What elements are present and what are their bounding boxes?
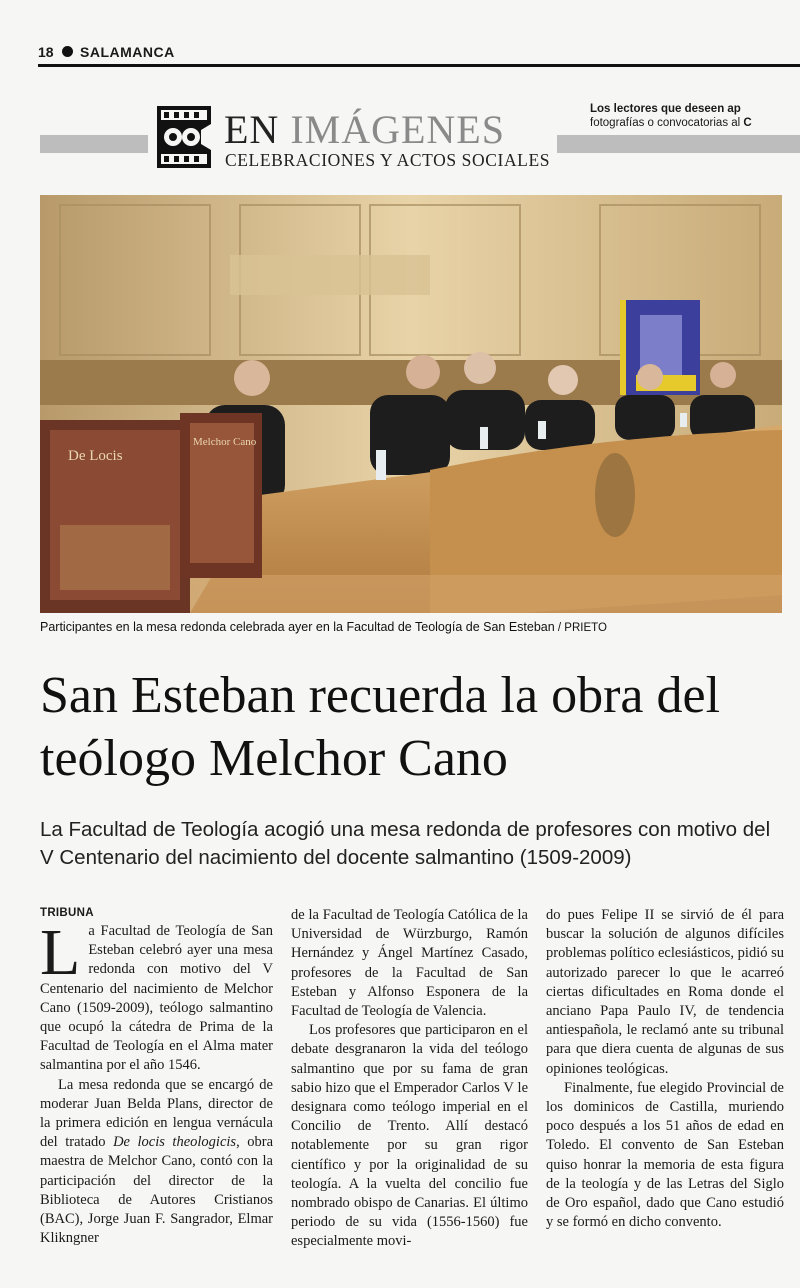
svg-text:Melchor Cano: Melchor Cano — [193, 436, 257, 448]
photo-caption — [40, 620, 607, 634]
notice-line-2-bold: C — [743, 117, 752, 129]
bullet-dot — [62, 46, 73, 57]
article-headline: San Esteban recuerda la obra del teólogo Melchor Cano — [40, 667, 721, 787]
event-photo — [40, 195, 782, 613]
banner-title-en: EN — [224, 107, 291, 152]
banner-bar-left — [40, 135, 148, 153]
article-column-3 — [546, 906, 784, 1232]
paragraph-5: do pues Felipe II se sirvió de él para buscar la solución de algunos difíciles problemas político eclesiásticos, pidió su autorizado parecer lo que le acarreó ciertas dificultades en Roma donde el anciano Papa Paulo IV, de tendencia antiespañola, le reclamó ante su tribunal para que diera cuenta de algunas de sus opiniones teológicas. — [546, 907, 784, 1077]
paragraph-2-text-a: La mesa redonda que se encargó de moderar Juan Belda Plans, director de la primera edición en lengua vernácula del tratado — [40, 1076, 273, 1151]
photo-credit: / PRIETO — [554, 622, 607, 634]
banner-bar-right — [557, 135, 800, 153]
book-title: De Locis — [68, 448, 123, 464]
paragraph-3: de la Facultad de Teología Católica de la Universidad de Würzburgo, Ramón Hernández y Ángel Martínez Casado, profesores de la Facultad de San Esteban y Alfonso Esponera de la Facultad de Teología de Valencia. — [291, 907, 528, 1020]
notice-line-2: fotografías o convocatorias al — [590, 117, 744, 129]
article-column-1 — [40, 906, 273, 1248]
drop-cap: L — [40, 916, 81, 989]
article-deck: La Facultad de Teología acogió una mesa redonda de profesores con motivo del V Centenario del nacimiento del docente salmantino (1509-2009) — [40, 818, 771, 869]
film-reel-camera-icon — [155, 104, 213, 170]
paragraph-1 — [40, 916, 273, 1076]
reader-notice — [590, 102, 800, 130]
banner-title-imagenes: IMÁGENES — [290, 107, 505, 152]
page-number: 18 — [38, 44, 54, 60]
paragraph-1-text: a Facultad de Teología de San Esteban celebró ayer una mesa redonda con motivo del V Centenario del nacimiento de Melchor Cano (1509-2009), teólogo salmantino que ocupó la cátedra de Prima de la Facultad de Teología en el Alma mater salmantina por el año 1546. — [40, 923, 273, 1074]
paragraph-4: Los profesores que participaron en el debate desgranaron la vida del teólogo salmantino que por su fama de gran sabio hizo que el Emperador Carlos V le designara como teólogo imperial en el Concilio de Trento. Allí destacó notablemente por su gran rigor científico y por la originalidad de su teología. A la vuelta del concilio fue nombrado obispo de Canarias. El último periodo de su vida (1556-1560) fue especialmente movi- — [291, 1022, 528, 1250]
paragraph-2 — [40, 1076, 273, 1249]
caption-text: Participantes en la mesa redonda celebrada ayer en la Facultad de Teología de San Esteban — [40, 620, 555, 634]
article-column-2 — [291, 906, 528, 1252]
banner-subtitle: CELEBRACIONES Y ACTOS SOCIALES — [225, 150, 551, 170]
paragraph-2-text-b: , obra maestra de Melchor Cano, contó con la participación del director de la Biblioteca de Autores Cristianos (BAC), Jorge Juan F. Sangrador, Elmar Klikngner — [40, 1134, 274, 1247]
book-title-italic: De locis theologicis — [113, 1134, 237, 1151]
notice-line-1: Los lectores que deseen ap — [590, 103, 741, 115]
header-rule — [38, 64, 800, 67]
banner-title — [224, 107, 505, 152]
article-kicker: TRIBUNA — [40, 907, 94, 919]
section-name: SALAMANCA — [80, 44, 175, 60]
paragraph-6: Finalmente, fue elegido Provincial de los dominicos de Castilla, muriendo poco después a los 51 años de edad en Toledo. El convento de San Esteban quiso honrar la memoria de esta figura de la teología y de las Letras del Siglo de Oro español, dado que Cano estudió y se formó en dicho convento. — [546, 1079, 784, 1231]
